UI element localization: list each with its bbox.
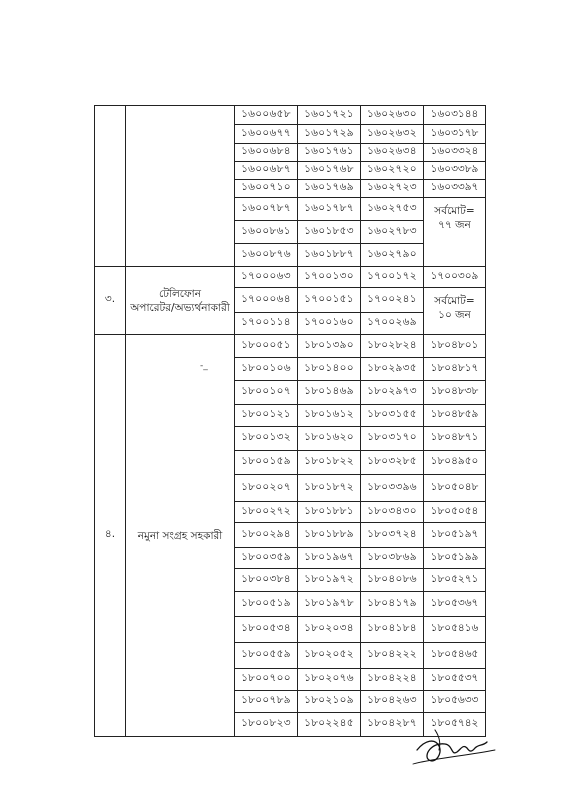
roll-number-cell: ১৮০৪৮৩৮ (424, 381, 486, 405)
roll-number-cell: ১৮০৪১৮৪ (361, 617, 424, 643)
roll-number-cell: ১৬০৩৩৯৭ (424, 180, 486, 198)
roll-number-cell: ১৮০৩১৫৫ (361, 405, 424, 427)
roll-number-cell: ১৬০১৮৫৩ (298, 221, 361, 244)
roll-number-cell: ১৮০২০৫২ (298, 643, 361, 669)
roll-number-cell: ১৮০৫৩৬৭ (424, 592, 486, 617)
roll-number-cell: ১৬০১৭৬৯ (298, 180, 361, 198)
total-value: ১০ জন (438, 309, 471, 321)
roll-number-cell: ১৮০১৬১২ (298, 405, 361, 427)
roll-number-cell: ১৮০৩৩৯৬ (361, 475, 424, 502)
roll-number-cell: ১৮০৫০৪৮ (424, 475, 486, 502)
table-body (95, 106, 486, 737)
roll-number-cell: ১৮০৪৮৫৯ (424, 405, 486, 427)
roll-number-cell: ১৮০০৩৮৪ (235, 569, 298, 592)
roll-number-cell: ১৮০২৯৩৫ (361, 358, 424, 381)
roll-number-cell: ১৮০২০৩৪ (298, 617, 361, 643)
roll-number-cell: ১৬০০৬৮৪ (235, 144, 298, 162)
roll-number-cell: ১৮০১৩৯০ (298, 335, 361, 358)
roll-number-cell: ১৮০২৯৭৩ (361, 381, 424, 405)
roll-number-cell: ১৮০১৮৭২ (298, 475, 361, 502)
roll-number-cell: ১৬০২৭৯০ (361, 244, 424, 267)
total-label: সর্বমোট= (434, 295, 475, 307)
roll-number-cell: ১৬০২৬৩০ (361, 106, 424, 125)
roll-number-cell: ১৬০২৭৮৩ (361, 221, 424, 244)
roll-number-cell: ১৬০১৭৬১ (298, 144, 361, 162)
roll-number-cell: ১৮০২০৭৬ (298, 669, 361, 691)
roll-number-cell: ১৬০২৬৩২ (361, 125, 424, 144)
roll-number-cell: ১৮০৫৫৩৭ (424, 669, 486, 691)
roll-number-cell: ১৮০০১২১ (235, 405, 298, 427)
roll-number-cell: ১৮০০২০৭ (235, 475, 298, 502)
roll-number-cell: ১৮০৫১৯৭ (424, 523, 486, 548)
roll-number-cell: ১৬০১৭২১ (298, 106, 361, 125)
roll-number-cell: ১৮০৩৪৩০ (361, 502, 424, 523)
post-name-cell: নমুনা সংগ্রহ সহকারী (126, 335, 235, 737)
post-name-line: টেলিফোন (158, 287, 201, 300)
roll-number-cell: ১৮০১৮৮৯ (298, 523, 361, 548)
roll-number-cell: ১৮০৫১৯৯ (424, 548, 486, 569)
roll-number-cell: ১৬০০৮৭৬ (235, 244, 298, 267)
serial-cell: ৩. (95, 267, 126, 335)
roll-number-cell: ১৮০০৭০০ (235, 669, 298, 691)
roll-number-cell: ১৮০৪৮১৭ (424, 358, 486, 381)
roll-number-cell: ১৬০০৬৫৮ (235, 106, 298, 125)
roll-number-cell: ১৮০৪০৮৬ (361, 569, 424, 592)
roll-number-cell: ১৮০৪২৮৭ (361, 713, 424, 737)
table-row (95, 106, 486, 125)
roll-number-cell: ১৬০৩৩৮৯ (424, 162, 486, 180)
roll-number-cell: ১৮০২১০৯ (298, 691, 361, 713)
roll-number-cell: ১৮০৫০৫৪ (424, 502, 486, 523)
roll-number-cell: ১৭০০১১৪ (235, 313, 298, 335)
roll-number-cell: ১৮০২৮২৪ (361, 335, 424, 358)
roll-number-cell: ১৮০০১০৬ (235, 358, 298, 381)
roll-number-cell: ১৮০৪২৬৩ (361, 691, 424, 713)
roll-number-cell: ১৮০০১৩২ (235, 427, 298, 451)
roll-number-cell: ১৮০৪২২২ (361, 643, 424, 669)
roll-number-cell: ১৮০১৯৬৭ (298, 548, 361, 569)
roll-number-cell: ১৮০১৪০০ (298, 358, 361, 381)
roll-number-cell: ১৮০৫৪১৬ (424, 617, 486, 643)
total-cell (424, 288, 486, 335)
roll-number-cell: ১৭০০২৪১ (361, 288, 424, 313)
roll-number-cell: ১৬০০৭১০ (235, 180, 298, 198)
post-name-cell (126, 267, 235, 335)
roll-number-cell: ১৮০০৫৩৪ (235, 617, 298, 643)
roll-number-cell: ১৬০২৭২০ (361, 162, 424, 180)
roll-number-cell: ১৬০২৬৩৪ (361, 144, 424, 162)
roll-number-cell: ১৬০০৬৭৭ (235, 125, 298, 144)
total-label: সর্বমোট= (434, 205, 475, 217)
roll-number-cell: ১৮০১৮৮১ (298, 502, 361, 523)
roll-number-cell: ১৭০০০৬৪ (235, 288, 298, 313)
roll-number-cell: ১৮০০১৫৯ (235, 451, 298, 475)
total-cell (424, 198, 486, 267)
roll-number-cell: ১৮০৪৮৭১ (424, 427, 486, 451)
roll-number-cell: ১৭০০১৫১ (298, 288, 361, 313)
roll-number-cell: ১৬০০৮৬১ (235, 221, 298, 244)
post-name-cell (126, 106, 235, 267)
roll-number-cell: ১৮০০০৫১ (235, 335, 298, 358)
stray-mark: -_ (200, 361, 208, 371)
roll-number-cell: ১৮০৫২৭১ (424, 569, 486, 592)
roll-number-cell: ১৮০১৪৬৯ (298, 381, 361, 405)
serial-cell: ৪. (95, 335, 126, 737)
roll-number-cell: ১৬০৩৩২৪ (424, 144, 486, 162)
roll-number-cell: ১৮০০২৯৪ (235, 523, 298, 548)
post-name-line: অপারেটর/অভ্যর্থনাকারী (130, 301, 230, 314)
roll-number-cell: ১৬০১৭৮৭ (298, 198, 361, 221)
roll-number-cell: ১৬০৩১৪৪ (424, 106, 486, 125)
roll-number-cell: ১৮০৫৬৩৩ (424, 691, 486, 713)
roll-number-cell: ১৮০৪২২৪ (361, 669, 424, 691)
roll-number-cell: ১৬০৩১৭৮ (424, 125, 486, 144)
roll-number-cell: ১৮০৩৮৬৯ (361, 548, 424, 569)
total-value: ৭৭ জন (438, 219, 471, 231)
roll-number-cell: ১৬০২৭৫৩ (361, 198, 424, 221)
table-row (95, 335, 486, 358)
roll-number-cell: ১৮০১৯৭৮ (298, 592, 361, 617)
roll-number-cell: ১৮০০৩৫৯ (235, 548, 298, 569)
roll-number-cell: ১৮০৪৮০১ (424, 335, 486, 358)
roll-number-cell: ১৮০৩২৮৫ (361, 451, 424, 475)
roll-number-cell: ১৮০০১০৭ (235, 381, 298, 405)
roll-number-cell: ১৮০২২৪৫ (298, 713, 361, 737)
roll-number-cell: ১৭০০০৬৩ (235, 267, 298, 288)
roll-number-cell: ১৬০২৭২৩ (361, 180, 424, 198)
roll-number-cell: ১৭০০৩০৯ (424, 267, 486, 288)
roll-number-cell: ১৮০৩১৭০ (361, 427, 424, 451)
serial-cell (95, 106, 126, 267)
roll-number-cell: ১৮০১৮২২ (298, 451, 361, 475)
roll-number-cell: ১৮০০২৭২ (235, 502, 298, 523)
table-row (95, 267, 486, 288)
roll-number-cell: ১৬০০৬৮৭ (235, 162, 298, 180)
roll-number-cell: ১৮০৫৭৪২ (424, 713, 486, 737)
roll-number-cell: ১৮০০৫১৯ (235, 592, 298, 617)
roll-number-cell: ১৮০১৯৭২ (298, 569, 361, 592)
roll-number-cell: ১৮০৩৭২৪ (361, 523, 424, 548)
roll-number-cell: ১৬০১৮৮৭ (298, 244, 361, 267)
roll-number-cell: ১৬০১৭২৯ (298, 125, 361, 144)
roll-number-cell: ১৮০৪১৭৯ (361, 592, 424, 617)
roll-number-cell: ১৬০১৭৬৮ (298, 162, 361, 180)
roll-number-cell: ১৮০১৬২০ (298, 427, 361, 451)
signature (405, 720, 525, 780)
roll-number-cell: ১৭০০১৬০ (298, 313, 361, 335)
roll-number-table (94, 105, 486, 737)
roll-number-cell: ১৮০০৫৫৯ (235, 643, 298, 669)
roll-number-cell: ১৮০৫৪৬৫ (424, 643, 486, 669)
roll-number-cell: ১৭০০১৭২ (361, 267, 424, 288)
roll-number-cell: ১৮০০৭৮৯ (235, 691, 298, 713)
roll-number-cell: ১৮০৪৯৫০ (424, 451, 486, 475)
roll-number-cell: ১৭০০১৩০ (298, 267, 361, 288)
roll-number-cell: ১৭০০২৬৯ (361, 313, 424, 335)
roll-number-cell: ১৮০০৮২৩ (235, 713, 298, 737)
roll-number-cell: ১৬০০৭৮৭ (235, 198, 298, 221)
